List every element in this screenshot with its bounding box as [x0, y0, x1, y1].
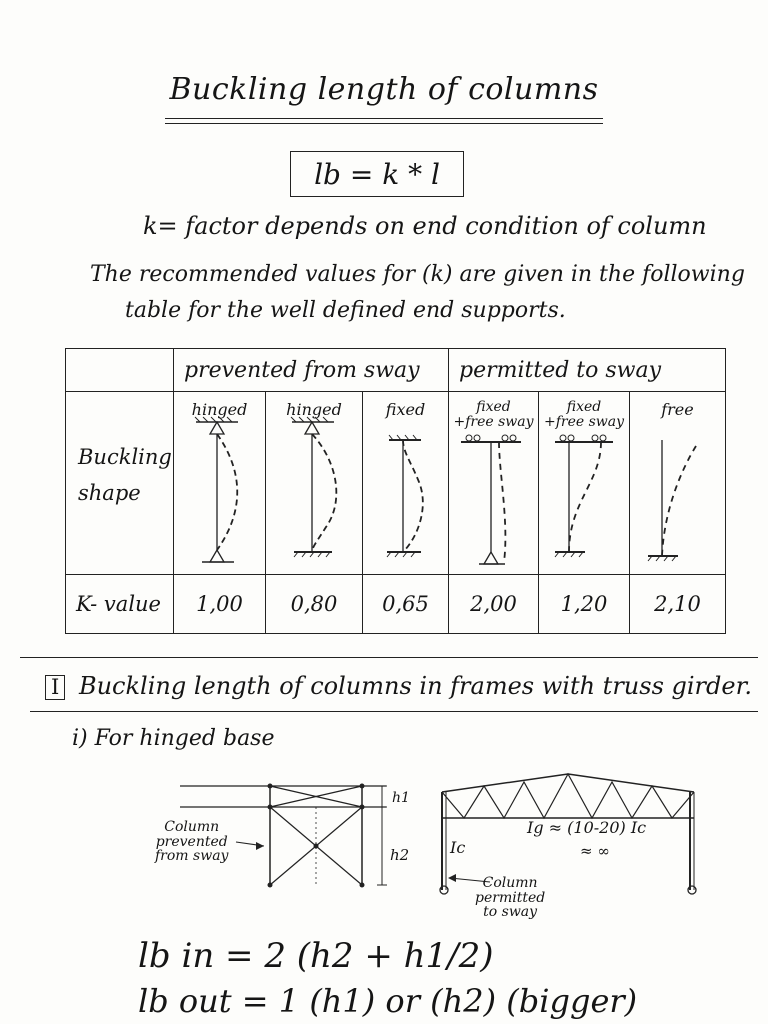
intro-line-1: k= factor depends on end condition of column — [143, 212, 707, 240]
note-right-line-3: to sway — [483, 904, 538, 921]
case-label-4-line-1: fixed — [476, 399, 511, 415]
buckling-shape-hinged-hinged — [174, 392, 266, 574]
case-label-5-line-2: +free sway — [543, 413, 625, 430]
shape-cell-1 — [174, 392, 266, 575]
section-number: I — [45, 675, 65, 700]
section-heading — [45, 672, 752, 700]
case-label-2: hinged — [286, 400, 342, 419]
note-left-line-2: prevented — [155, 833, 228, 850]
label-ig-infinity: ≈ ∞ — [580, 842, 610, 860]
case-label-3: fixed — [385, 400, 426, 419]
note-left-line-3: from sway — [155, 848, 229, 865]
intro-line-2: The recommended values for (k) are given in the following — [90, 262, 745, 287]
buckling-shape-hinged-fixed — [266, 392, 363, 574]
shape-cell-4 — [449, 392, 539, 575]
page-title: Buckling length of columns — [169, 72, 599, 107]
row-label-line-2: shape — [78, 480, 141, 505]
row-label-line-1: Buckling — [78, 445, 172, 469]
shape-cell-6 — [630, 392, 726, 575]
equation-lb-in: lb in = 2 (h2 + h1/2) — [138, 936, 494, 976]
case-label-6: free — [661, 400, 694, 419]
label-h1: h1 — [392, 790, 410, 806]
title-underline-1 — [165, 118, 603, 119]
buckling-shape-fixed-sway-hinged — [449, 392, 539, 574]
k-value-6: 2,10 — [630, 575, 726, 634]
case-label-4-line-2: +free sway — [453, 413, 534, 430]
title-underline-2 — [165, 123, 603, 124]
subsection-heading: i) For hinged base — [72, 726, 275, 751]
k-value-3: 0,65 — [363, 575, 449, 634]
k-value-2: 0,80 — [266, 575, 363, 634]
note-column-permitted — [475, 876, 545, 920]
shape-cell-5 — [539, 392, 630, 575]
intro-line-3: table for the well defined end supports. — [125, 298, 566, 323]
section-title: Buckling length of columns in frames with truss girder. — [78, 672, 753, 700]
buckling-shape-fixed-sway-fixed — [539, 392, 630, 574]
note-right-line-2: permitted — [475, 889, 546, 906]
note-left-line-1: Column — [164, 819, 220, 835]
equation-lb-out: lb out = 1 (h1) or (h2) (bigger) — [138, 982, 638, 1020]
k-value-1: 1,00 — [174, 575, 266, 634]
row-label-buckling-shape — [66, 392, 174, 575]
section-rule-top — [20, 657, 758, 658]
k-value-table — [65, 348, 726, 634]
buckling-shape-fixed-fixed — [363, 392, 449, 574]
shape-cell-3 — [363, 392, 449, 575]
table-corner-cell — [66, 349, 174, 392]
formula-text: lb = k * l — [314, 157, 440, 191]
label-ig: Ig ≈ (10-20) Ic — [527, 818, 647, 837]
note-column-prevented — [155, 820, 228, 864]
case-label-5-line-1: fixed — [566, 399, 602, 415]
label-h2: h2 — [390, 846, 410, 864]
row-label-k-value: K- value — [66, 575, 174, 634]
group-permitted-header: permitted to sway — [449, 349, 726, 392]
k-value-5: 1,20 — [539, 575, 630, 634]
section-rule-bottom — [30, 711, 758, 712]
shape-cell-2 — [266, 392, 363, 575]
group-prevented-header: prevented from sway — [174, 349, 449, 392]
note-right-line-1: Column — [482, 875, 538, 891]
label-ic: Ic — [450, 838, 466, 857]
k-value-4: 2,00 — [449, 575, 539, 634]
buckling-shape-free-fixed — [630, 392, 726, 574]
case-label-1: hinged — [191, 400, 248, 419]
formula-box — [290, 151, 464, 197]
